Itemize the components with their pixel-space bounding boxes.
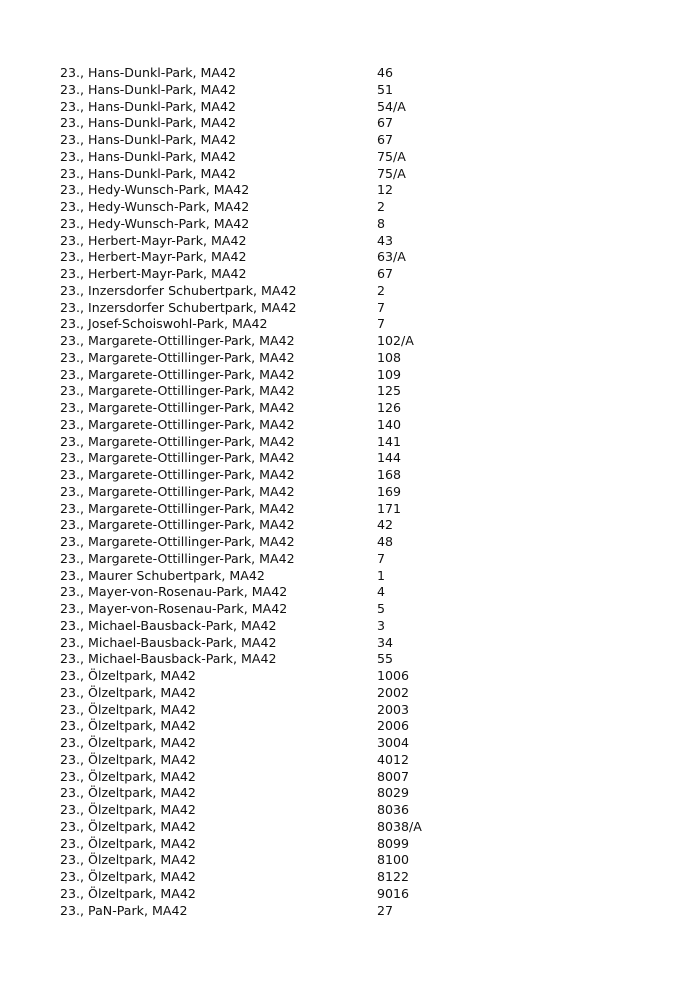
park-name: 23., Margarete-Ottillinger-Park, MA42: [60, 433, 295, 449]
park-name: 23., Hedy-Wunsch-Park, MA42: [60, 215, 250, 231]
park-name: 23., Margarete-Ottillinger-Park, MA42: [60, 383, 295, 399]
park-name: 23., Hans-Dunkl-Park, MA42: [60, 98, 237, 114]
object-number: 4012: [377, 751, 410, 767]
object-number: 75/A: [377, 148, 406, 164]
park-name: 23., Margarete-Ottillinger-Park, MA42: [60, 366, 295, 382]
object-number: 75/A: [377, 165, 406, 181]
object-number: 67: [377, 132, 394, 147]
park-name: 23., Hedy-Wunsch-Park, MA42: [60, 182, 250, 198]
list-item: [60, 517, 660, 534]
object-number: 168: [377, 467, 402, 482]
object-number: 55: [377, 651, 394, 667]
object-number: 2: [377, 199, 386, 214]
park-name: 23., PaN-Park, MA42: [60, 902, 188, 918]
object-number: 12: [377, 182, 394, 198]
park-name: 23., Hans-Dunkl-Park, MA42: [60, 148, 237, 164]
list-item: [60, 383, 660, 400]
list-item: [60, 903, 660, 920]
object-number: 7: [377, 550, 386, 566]
park-name: 23., Ölzeltpark, MA42: [60, 835, 196, 851]
object-number: 109: [377, 366, 402, 382]
list-item: [60, 434, 660, 451]
list-item: [60, 869, 660, 886]
object-number: 2003: [377, 701, 410, 717]
park-name: 23., Inzersdorfer Schubertpark, MA42: [60, 282, 297, 298]
object-number: 8007: [377, 768, 410, 784]
park-name: 23., Margarete-Ottillinger-Park, MA42: [60, 333, 295, 348]
park-name: 23., Michael-Bausback-Park, MA42: [60, 651, 277, 667]
list-item: [60, 484, 660, 501]
list-item: [60, 132, 660, 149]
object-number: 27: [377, 902, 394, 918]
park-name: 23., Herbert-Mayr-Park, MA42: [60, 249, 247, 265]
park-name: 23., Margarete-Ottillinger-Park, MA42: [60, 450, 295, 466]
object-number: 46: [377, 65, 394, 80]
object-number: 4: [377, 584, 386, 600]
object-number: 67: [377, 115, 394, 131]
list-item: [60, 785, 660, 802]
list-item: [60, 534, 660, 551]
list-item: [60, 65, 660, 82]
list-item: [60, 769, 660, 786]
object-number: 125: [377, 383, 402, 399]
list-item: [60, 501, 660, 518]
park-name: 23., Ölzeltpark, MA42: [60, 668, 196, 683]
list-item: [60, 752, 660, 769]
park-name: 23., Inzersdorfer Schubertpark, MA42: [60, 299, 297, 315]
list-item: [60, 668, 660, 685]
park-name: 23., Ölzeltpark, MA42: [60, 885, 196, 901]
park-name: 23., Margarete-Ottillinger-Park, MA42: [60, 534, 295, 549]
park-name: 23., Margarete-Ottillinger-Park, MA42: [60, 349, 295, 365]
object-number: 126: [377, 400, 402, 415]
list-item: [60, 149, 660, 166]
object-number: 7: [377, 299, 386, 315]
object-number: 141: [377, 433, 402, 449]
object-number: 67: [377, 266, 394, 281]
park-name: 23., Ölzeltpark, MA42: [60, 735, 196, 750]
object-number: 51: [377, 81, 394, 97]
park-name: 23., Ölzeltpark, MA42: [60, 818, 196, 834]
object-number: 169: [377, 483, 402, 499]
list-item: [60, 852, 660, 869]
park-name: 23., Maurer Schubertpark, MA42: [60, 567, 265, 583]
object-number: 3: [377, 617, 386, 633]
list-item: [60, 199, 660, 216]
object-number: 34: [377, 634, 394, 650]
list-item: [60, 802, 660, 819]
list-item: [60, 333, 660, 350]
list-item: [60, 417, 660, 434]
object-number: 8: [377, 215, 386, 231]
list-item: [60, 249, 660, 266]
park-name: 23., Herbert-Mayr-Park, MA42: [60, 232, 247, 248]
park-name: 23., Ölzeltpark, MA42: [60, 701, 196, 717]
park-name: 23., Ölzeltpark, MA42: [60, 684, 196, 700]
park-name: 23., Ölzeltpark, MA42: [60, 785, 196, 801]
object-number: 8036: [377, 802, 410, 817]
list-item: [60, 467, 660, 484]
list-item: [60, 836, 660, 853]
object-number: 7: [377, 316, 386, 332]
object-number: 8100: [377, 852, 410, 868]
list-item: [60, 316, 660, 333]
park-name: 23., Hans-Dunkl-Park, MA42: [60, 65, 237, 80]
park-name: 23., Hans-Dunkl-Park, MA42: [60, 132, 237, 147]
park-name: 23., Margarete-Ottillinger-Park, MA42: [60, 467, 295, 482]
park-name: 23., Michael-Bausback-Park, MA42: [60, 634, 277, 650]
park-name: 23., Margarete-Ottillinger-Park, MA42: [60, 517, 295, 533]
object-number: 43: [377, 232, 394, 248]
list-item: [60, 735, 660, 752]
park-name: 23., Mayer-von-Rosenau-Park, MA42: [60, 601, 288, 616]
list-item: [60, 266, 660, 283]
list-item: [60, 283, 660, 300]
list-item: [60, 702, 660, 719]
park-name: 23., Ölzeltpark, MA42: [60, 802, 196, 817]
object-number: 63/A: [377, 249, 406, 265]
list-item: [60, 584, 660, 601]
list-item: [60, 651, 660, 668]
object-number: 8122: [377, 869, 410, 884]
park-name: 23., Hans-Dunkl-Park, MA42: [60, 115, 237, 131]
list-item: [60, 82, 660, 99]
park-name: 23., Hans-Dunkl-Park, MA42: [60, 81, 237, 97]
park-name: 23., Ölzeltpark, MA42: [60, 852, 196, 868]
object-number: 108: [377, 349, 402, 365]
object-number: 54/A: [377, 98, 406, 114]
object-number: 144: [377, 450, 402, 466]
object-number: 1: [377, 567, 386, 583]
park-name: 23., Margarete-Ottillinger-Park, MA42: [60, 416, 295, 432]
object-number: 3004: [377, 735, 410, 750]
list-item: [60, 551, 660, 568]
park-name: 23., Hans-Dunkl-Park, MA42: [60, 165, 237, 181]
list-item: [60, 568, 660, 585]
object-number: 2: [377, 282, 386, 298]
object-number: 140: [377, 416, 402, 432]
list-item: [60, 635, 660, 652]
list-item: [60, 115, 660, 132]
park-name: 23., Ölzeltpark, MA42: [60, 869, 196, 884]
park-name: 23., Margarete-Ottillinger-Park, MA42: [60, 400, 295, 415]
park-name: 23., Margarete-Ottillinger-Park, MA42: [60, 483, 295, 499]
park-name: 23., Michael-Bausback-Park, MA42: [60, 617, 277, 633]
list-item: [60, 300, 660, 317]
object-number: 171: [377, 500, 402, 516]
list-item: [60, 618, 660, 635]
list-item: [60, 182, 660, 199]
list-item: [60, 216, 660, 233]
list-item: [60, 367, 660, 384]
list-item: [60, 99, 660, 116]
park-name: 23., Ölzeltpark, MA42: [60, 718, 196, 734]
list-item: [60, 450, 660, 467]
object-number: 1006: [377, 668, 410, 683]
object-number: 2002: [377, 684, 410, 700]
list-item: [60, 166, 660, 183]
park-name: 23., Herbert-Mayr-Park, MA42: [60, 266, 247, 281]
park-name: 23., Josef-Schoiswohl-Park, MA42: [60, 316, 268, 332]
list-item: [60, 400, 660, 417]
document-page: [60, 65, 660, 919]
park-list: [60, 65, 660, 919]
object-number: 8029: [377, 785, 410, 801]
park-name: 23., Ölzeltpark, MA42: [60, 768, 196, 784]
park-name: 23., Margarete-Ottillinger-Park, MA42: [60, 500, 295, 516]
object-number: 102/A: [377, 333, 414, 348]
park-name: 23., Hedy-Wunsch-Park, MA42: [60, 199, 250, 214]
object-number: 48: [377, 534, 394, 549]
park-name: 23., Ölzeltpark, MA42: [60, 751, 196, 767]
object-number: 2006: [377, 718, 410, 734]
park-name: 23., Margarete-Ottillinger-Park, MA42: [60, 550, 295, 566]
object-number: 5: [377, 601, 386, 616]
object-number: 8099: [377, 835, 410, 851]
object-number: 8038/A: [377, 818, 422, 834]
list-item: [60, 886, 660, 903]
list-item: [60, 601, 660, 618]
object-number: 42: [377, 517, 394, 533]
park-name: 23., Mayer-von-Rosenau-Park, MA42: [60, 584, 288, 600]
list-item: [60, 350, 660, 367]
list-item: [60, 819, 660, 836]
object-number: 9016: [377, 885, 410, 901]
list-item: [60, 685, 660, 702]
list-item: [60, 718, 660, 735]
list-item: [60, 233, 660, 250]
